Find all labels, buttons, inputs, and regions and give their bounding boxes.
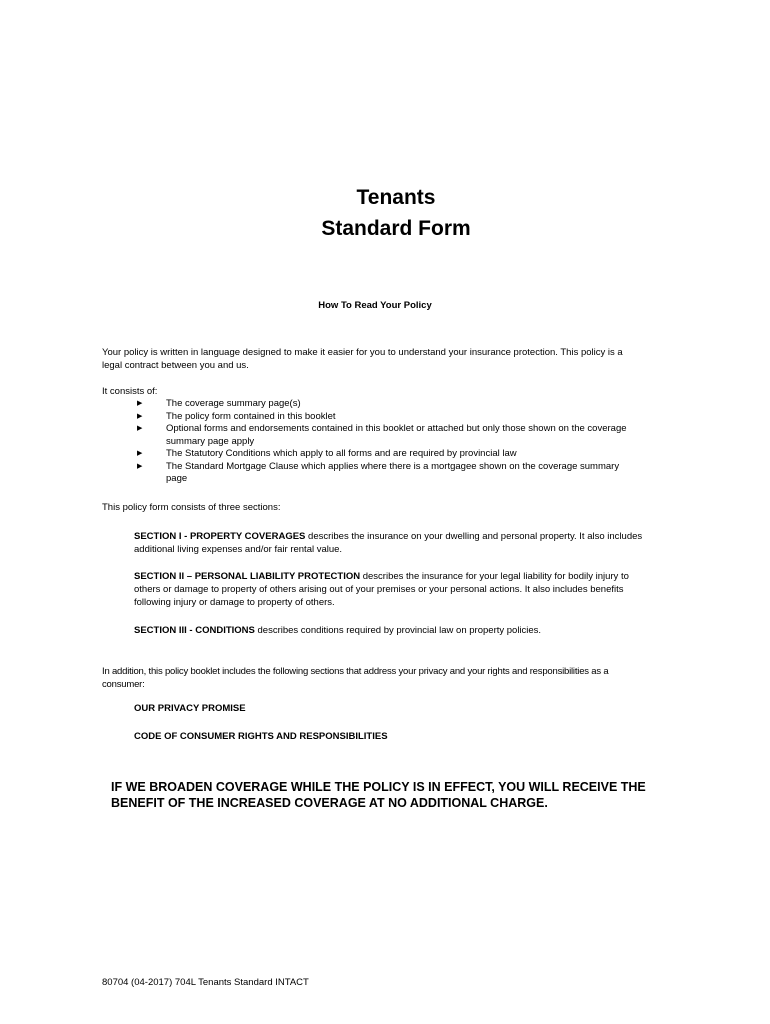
- section-3-paragraph: [134, 624, 649, 637]
- addition-paragraph: In addition, this policy booklet includes the following sections that address your privacy and your rights and responsibilities as a consumer:: [102, 666, 609, 690]
- consists-list: [135, 398, 635, 486]
- section-2-paragraph: [134, 570, 649, 609]
- section-2-text: describes the insurance for your legal liability for bodily injury to others or damage to property of others arising out of your premises or your personal actions. It also includes benefits following injury or damage to property of others.: [134, 571, 629, 608]
- triangle-right-icon: ▶: [137, 412, 143, 420]
- intro-paragraph: Your policy is written in language designed to make it easier for you to understand your insurance protection. This policy is a legal contract between you and us.: [102, 347, 623, 371]
- triangle-right-icon: ▶: [137, 425, 143, 432]
- rights-heading: CODE OF CONSUMER RIGHTS AND RESPONSIBILITIES: [134, 731, 388, 742]
- section-3-label: SECTION III - CONDITIONS: [134, 625, 255, 636]
- list-item: [135, 448, 635, 461]
- section-2-label: SECTION II – PERSONAL LIABILITY PROTECTION: [134, 571, 361, 582]
- list-item: [135, 461, 635, 486]
- list-item: [135, 411, 635, 424]
- consists-label: It consists of:: [102, 386, 158, 397]
- section-1-label: SECTION I - PROPERTY COVERAGES: [134, 531, 306, 542]
- list-item-text: Optional forms and endorsements contained in this booklet or attached but only those shown on the coverage summary page apply: [166, 423, 627, 447]
- triangle-right-icon: ▶: [137, 462, 143, 470]
- list-item-text: The coverage summary page(s): [166, 398, 301, 409]
- list-item-text: The policy form contained in this booklet: [166, 410, 336, 422]
- privacy-heading: OUR PRIVACY PROMISE: [134, 703, 246, 714]
- triangle-right-icon: ▶: [137, 450, 143, 457]
- section-1-paragraph: [134, 530, 649, 556]
- sections-intro: This policy form consists of three sections:: [102, 502, 281, 513]
- triangle-right-icon: ▶: [137, 400, 143, 407]
- list-item: [135, 398, 635, 411]
- list-item-text: The Statutory Conditions which apply to all forms and are required by provincial law: [166, 448, 517, 459]
- document-title-line2: Standard Form: [321, 217, 471, 240]
- list-item-text: The Standard Mortgage Clause which applies where there is a mortgagee shown on the coverage summary page: [166, 460, 620, 484]
- section-1-text: describes the insurance on your dwelling and personal property. It also includes additional living expenses and/or fair rental value.: [134, 531, 643, 555]
- form-number-footer: 80704 (04-2017) 704L Tenants Standard INTACT: [102, 977, 309, 988]
- document-title-line1: Tenants: [356, 186, 436, 209]
- section-3-text: describes conditions required by provincial law on property policies.: [254, 625, 542, 636]
- list-item: [135, 423, 635, 448]
- section-heading-how-to-read: How To Read Your Policy: [318, 300, 432, 311]
- broaden-coverage-notice: IF WE BROADEN COVERAGE WHILE THE POLICY IS IN EFFECT, YOU WILL RECEIVE THE BENEFIT OF THE INCREASED COVERAGE AT NO ADDITIONAL CHARGE.: [111, 780, 646, 810]
